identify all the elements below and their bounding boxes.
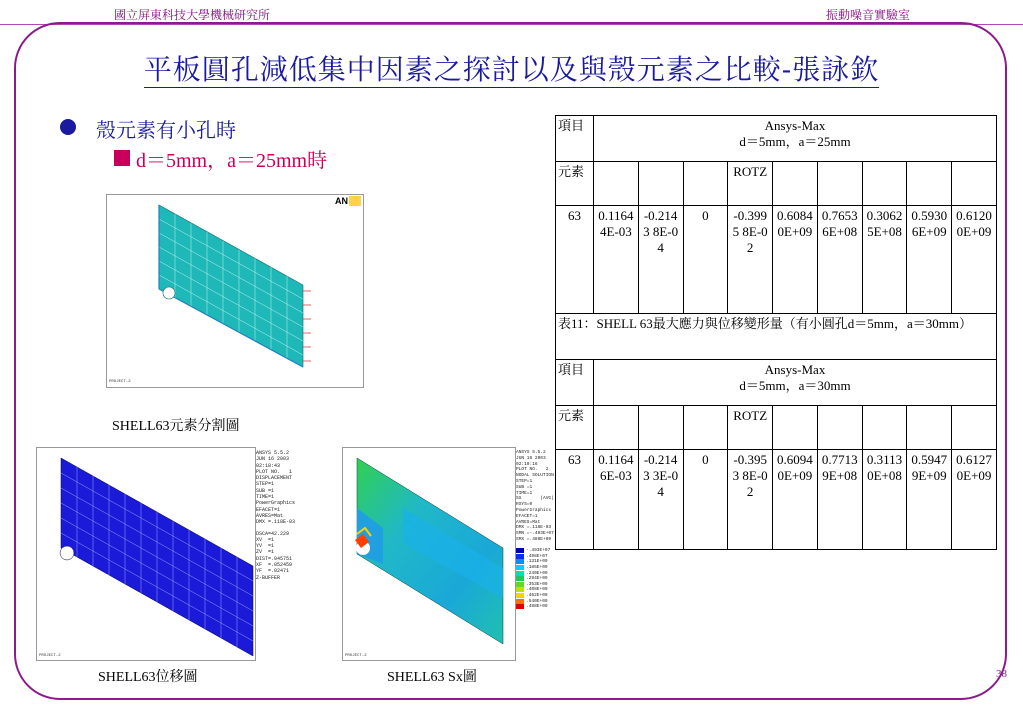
info-line: SMN =-.493E+07 <box>516 531 554 537</box>
table1-value-cell: 0.5930 6E+09 <box>907 206 952 314</box>
table1-value-cell: 0.1164 4E-03 <box>593 206 638 314</box>
table2-column-header-cell: ROTZ <box>728 406 773 450</box>
table1-item-header: 項目 <box>556 116 594 162</box>
bullet-square-icon <box>114 150 130 166</box>
table1-column-header-cell <box>817 162 862 206</box>
table1-column-header-cell <box>862 162 907 206</box>
table2-value-cell: 0.7713 9E+08 <box>817 450 862 550</box>
table1-value-cell: -0.3995 8E-02 <box>728 206 773 314</box>
mesh-plot <box>107 195 363 387</box>
displacement-plot <box>37 448 255 660</box>
info-line: 02:18:43 <box>256 462 281 469</box>
table2-column-header-cell <box>952 406 997 450</box>
table1-element-header: 元素 <box>556 162 594 206</box>
info-line: EFACET=1 <box>256 506 281 513</box>
info-line: DSCA=42.229 <box>256 530 290 537</box>
info-line: TIME=1 <box>256 494 275 501</box>
table1-group-header: Ansys-Max d＝5mm，a＝25mm <box>593 116 996 162</box>
info-line: XF =.052459 <box>256 562 293 569</box>
legend-label: .540E+09 <box>526 598 548 604</box>
info-line: PLOT NO. 2 <box>516 467 549 473</box>
sx-figure <box>342 447 516 661</box>
table1-column-header-cell <box>907 162 952 206</box>
bullet-shell-hole: 殼元素有小孔時 <box>96 118 236 142</box>
bullet-dot-icon <box>60 119 76 135</box>
header-institution: 國立屏東科技大學機械研究所 <box>114 8 271 22</box>
table2-value-cell: -0.3953 8E-02 <box>728 450 773 550</box>
legend-swatch <box>516 587 524 592</box>
info-line: EFACET=1 <box>516 513 538 519</box>
displacement-footer: PROJECT-2 <box>39 654 61 658</box>
table1-value-cell: 0.6120 0E+09 <box>952 206 997 314</box>
legend-swatch <box>516 576 524 581</box>
info-line: SUB =1 <box>256 487 275 494</box>
table2-value-cell: 0.6127 0E+09 <box>952 450 997 550</box>
table1-row-label: 63 <box>556 206 594 314</box>
info-line: ANSYS 5.5.2 <box>256 450 290 456</box>
legend-label: .488E+09 <box>526 604 548 610</box>
table1-value-cell: -0.2143 8E-04 <box>638 206 683 314</box>
info-line: NODAL SOLUTION <box>516 473 554 479</box>
table2-column-header-cell <box>907 406 952 450</box>
info-line: DMX =.118E-03 <box>516 525 552 531</box>
legend-entry <box>516 604 568 610</box>
info-line: DIST=.045751 <box>256 555 293 562</box>
slide-title: 平板圓孔減低集中因素之探討以及與殼元素之比較-張詠欽 <box>143 53 880 86</box>
table2-value-cell: 0.5947 9E+09 <box>907 450 952 550</box>
info-line: STEP=1 <box>256 481 275 488</box>
info-line: AVRES=Mat <box>256 512 284 519</box>
legend-swatch <box>516 593 524 598</box>
legend-label: .353E+09 <box>526 581 548 587</box>
table2-item-header: 項目 <box>556 360 594 406</box>
info-line: JUN 16 2003 <box>256 456 290 463</box>
sx-plot <box>343 448 515 660</box>
legend-swatch <box>516 582 524 587</box>
info-line: SX (AVG) <box>516 496 554 502</box>
table1-column-header-cell <box>593 162 638 206</box>
table1-column-header-cell <box>773 162 818 206</box>
legend-label: .462E+09 <box>526 593 548 599</box>
info-line: PowerGraphics <box>256 500 296 507</box>
info-line: RSYS=0 <box>516 502 533 508</box>
results-table-a25 <box>555 115 997 550</box>
table2-value-cell: 0 <box>683 450 728 550</box>
table1-value-cell: 0.3062 5E+08 <box>862 206 907 314</box>
table1-column-header-cell <box>683 162 728 206</box>
table2-group-header: Ansys-Max d＝5mm，a＝30mm <box>593 360 996 406</box>
table1-column-header-cell <box>952 162 997 206</box>
table1-column-header-cell: ROTZ <box>728 162 773 206</box>
info-line: STEP=1 <box>516 478 533 484</box>
legend-swatch <box>516 565 524 570</box>
table2-caption: 表11：SHELL 63最大應力與位移變形量（有小圓孔d＝5mm，a＝30mm） <box>556 314 997 360</box>
table1-value-cell: 0 <box>683 206 728 314</box>
sx-caption: SHELL63 Sx圖 <box>387 670 477 685</box>
info-line: 02:19:16 <box>516 461 538 467</box>
header-lab: 振動噪音實驗室 <box>826 8 911 22</box>
legend-swatch <box>516 559 524 564</box>
sx-footer: PROJECT-2 <box>345 654 367 658</box>
table2-column-header-cell <box>638 406 683 450</box>
info-line: SUB =1 <box>516 484 533 490</box>
legend-label: .131E+09 <box>526 559 548 565</box>
table2-value-cell: -0.2143 3E-04 <box>638 450 683 550</box>
bullet-dimensions: d＝5mm，a＝25mm時 <box>136 150 328 172</box>
legend-label: .408E+09 <box>526 587 548 593</box>
legend-label: .498E+07 <box>526 553 548 559</box>
table2-column-header-cell <box>593 406 638 450</box>
info-line: DMX =.118E-03 <box>256 519 296 526</box>
table2-column-header-cell <box>683 406 728 450</box>
table2-row-label: 63 <box>556 450 594 550</box>
table2-value-cell: 0.3113 0E+08 <box>862 450 907 550</box>
legend-swatch <box>516 548 524 553</box>
info-line: PLOT NO. 1 <box>256 468 293 475</box>
table1-value-cell: 0.7653 6E+08 <box>817 206 862 314</box>
table2-column-header-cell <box>862 406 907 450</box>
info-line: SMX =.488E+09 <box>516 536 552 542</box>
info-line: ANSYS 5.5.2 <box>516 450 546 455</box>
info-line: PowerGraphics <box>516 507 552 513</box>
table2-column-header-cell <box>817 406 862 450</box>
legend-label: .240E+09 <box>526 570 548 576</box>
info-line: JUN 16 2003 <box>516 455 546 461</box>
displacement-info <box>256 450 316 581</box>
mesh-caption: SHELL63元素分割圖 <box>112 419 240 434</box>
legend-label: .294E+09 <box>526 576 548 582</box>
table2-value-cell: 0.6094 0E+09 <box>773 450 818 550</box>
info-line: YV =1 <box>256 543 275 550</box>
info-line: Z-BUFFER <box>256 574 281 581</box>
table2-element-header: 元素 <box>556 406 594 450</box>
page-number: 38 <box>996 668 1007 680</box>
legend-label: .185E+09 <box>526 565 548 571</box>
table2-value-cell: 0.1164 6E-03 <box>593 450 638 550</box>
sx-legend <box>516 548 568 610</box>
displacement-caption: SHELL63位移圖 <box>98 670 198 685</box>
displacement-figure <box>36 447 256 661</box>
table1-value-cell: 0.6084 0E+09 <box>773 206 818 314</box>
info-line: DISPLACEMENT <box>256 475 293 482</box>
table1-column-header-cell <box>638 162 683 206</box>
info-line: TIME=1 <box>516 490 533 496</box>
info-line: YF =.02471 <box>256 568 290 575</box>
legend-label: -.493E+07 <box>526 548 551 554</box>
legend-swatch <box>516 554 524 559</box>
legend-swatch <box>516 571 524 576</box>
legend-swatch <box>516 599 524 604</box>
mesh-figure <box>106 194 364 388</box>
ansys-logo: AN <box>335 196 348 206</box>
legend-swatch <box>516 604 524 609</box>
info-line: XV =1 <box>256 536 275 543</box>
info-line: ZV =1 <box>256 549 275 556</box>
info-line: AVRES=Mat <box>516 519 541 525</box>
mesh-footer: PROJECT-2 <box>109 380 131 384</box>
table2-column-header-cell <box>773 406 818 450</box>
